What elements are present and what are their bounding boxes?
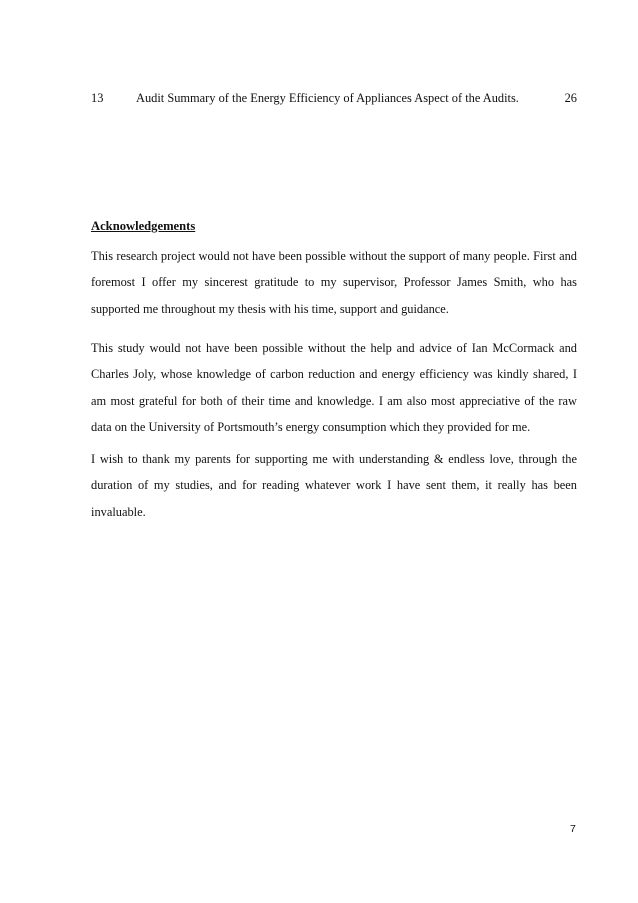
page-number: 7 — [570, 823, 576, 835]
acknowledgements-paragraph: This research project would not have been possible without the support of many people. First and foremost I offer my sincerest gratitude to my supervisor, Professor James Smith, who has supported me throughout my thesis with his time, support and guidance. — [91, 249, 577, 316]
toc-entry-title: Audit Summary of the Energy Efficiency of Appliances Aspect of the Audits. — [136, 91, 519, 105]
toc-entry-page: 26 — [564, 91, 577, 105]
acknowledgements-heading: Acknowledgements — [91, 219, 196, 233]
acknowledgements-paragraph: I wish to thank my parents for supporting me with understanding & endless love, through the duration of my studies, and for reading whatever work I have sent them, it really has been invaluable. — [91, 452, 577, 519]
acknowledgements-paragraph: This study would not have been possible without the help and advice of Ian McCormack and Charles Joly, whose knowledge of carbon reduction and energy efficiency was kindly shared, I am most grateful for both of their time and knowledge. I am also most appreciative of the raw data on the University of Portsmouth’s energy consumption which they provided for me. — [91, 341, 577, 434]
toc-entry-number: 13 — [91, 91, 104, 105]
